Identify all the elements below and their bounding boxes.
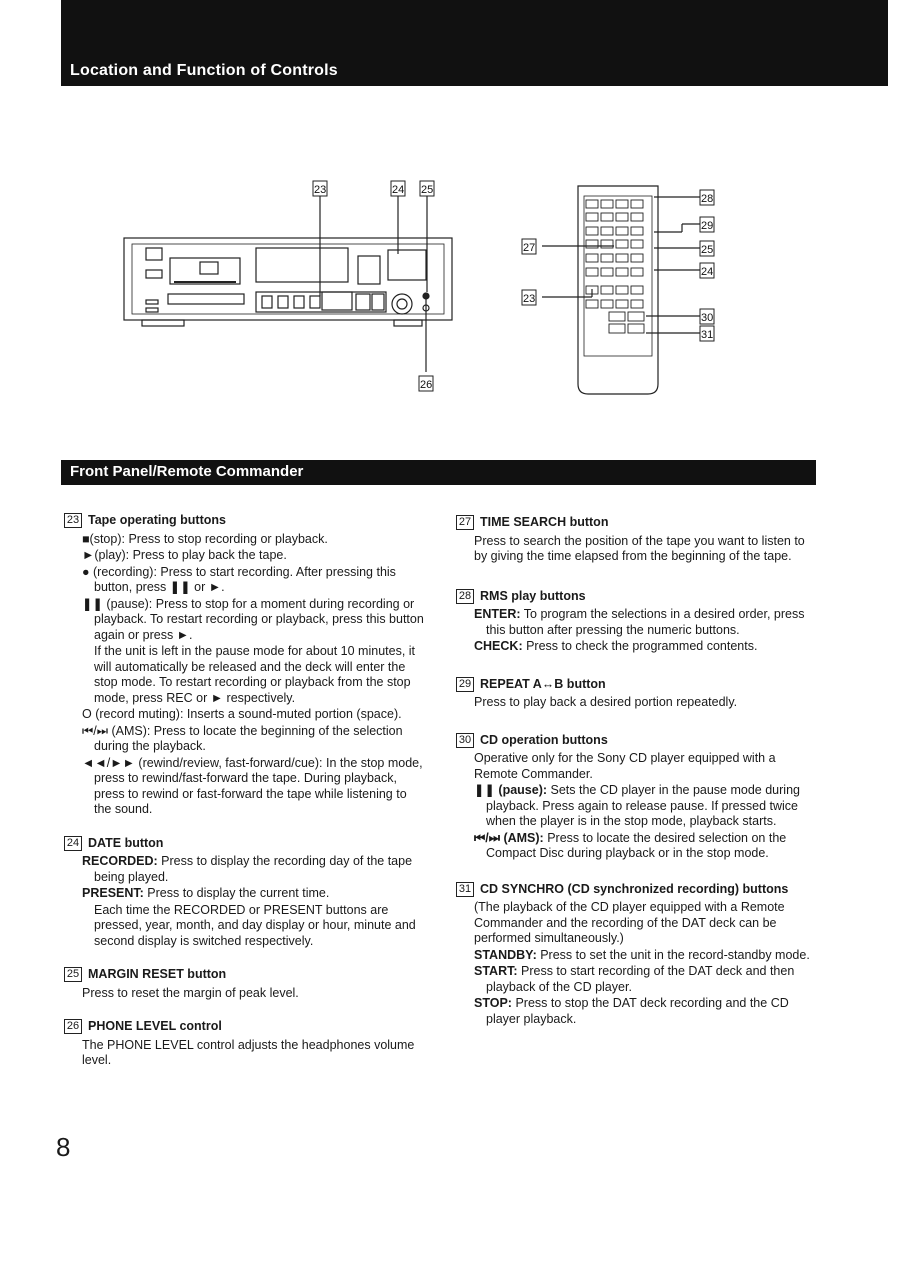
item-number: 26 [64,1019,82,1034]
item-line: ❚❚ (pause): Press to stop for a moment during recording or playback. To restart recording or playback, press this button again or press ►. [82,596,424,642]
remote-commander-illustration [542,186,700,394]
item-text: Press to stop the DAT deck recording and the CD player playback. [486,996,789,1026]
item-term: ⏮/⏭ (AMS): [474,830,544,845]
callout-30: 30 [701,312,714,324]
item-term: RECORDED: [82,854,158,868]
item-text: Press to display the current time. [143,886,330,900]
item-31 [456,882,821,1028]
item-23 [64,513,424,818]
item-line [474,996,821,1027]
item-line [474,751,821,782]
controls-diagram [0,0,919,440]
item-text: Press to locate the desired selection on the Compact Disc during playback or in the stop mode. [486,830,787,860]
item-line: ■(stop): Press to stop recording or playback. [82,531,328,546]
item-line [474,900,821,947]
callout-28: 28 [701,193,714,205]
item-term: CHECK: [474,639,523,653]
item-number: 27 [456,515,474,530]
item-term: START: [474,964,518,978]
callout-23-remote: 23 [523,293,536,305]
item-line [474,831,821,862]
item-term: PRESENT: [82,886,144,900]
item-number: 24 [64,836,82,851]
item-title: MARGIN RESET button [88,967,227,981]
item-term: ❚❚ (pause): [474,783,548,797]
dat-deck-illustration [124,196,452,372]
page-title: Location and Function of Controls [70,62,338,79]
callout-24: 24 [392,184,405,196]
item-number: 29 [456,677,474,692]
item-30 [456,733,821,862]
page-number: 8 [56,1132,71,1162]
item-title: REPEAT A↔B button [480,676,606,691]
callout-24-remote: 24 [701,266,714,278]
item-line: ⏮/⏭ (AMS): Press to locate the beginning of the selection during the playback. [82,723,403,753]
section-title: Front Panel/Remote Commander [70,463,304,480]
item-line [82,854,424,885]
item-line: The PHONE LEVEL control adjusts the headphones volume level. [82,1037,415,1067]
item-term: STANDBY: [474,947,537,962]
callout-29: 29 [701,220,714,232]
callout-27: 27 [523,242,536,254]
item-line: If the unit is left in the pause mode for about 10 minutes, it will automatically be released and the deck will enter the stop mode. To restart recording or playback from the stop mode, press REC or ► respectively. [94,644,416,705]
item-text: Press to check the programmed contents. [522,639,758,653]
item-line [94,903,424,950]
item-text: (The playback of the CD player equipped with a Remote Commander and the recording of the DAT deck can be performed simultaneously.) [474,900,785,945]
item-line: Press to search the position of the tape you want to listen to by giving the time elapsed from the beginning of the tape. [474,533,805,563]
item-text: Press to set the unit in the record-standby mode. [536,947,810,962]
item-title: Tape operating buttons [88,513,226,527]
item-title: CD operation buttons [480,732,608,747]
item-line: O (record muting): Inserts a sound-muted portion (space). [82,707,402,721]
item-line: ►(play): Press to play back the tape. [82,548,287,562]
item-number: 25 [64,967,82,982]
item-24 [64,836,424,950]
item-title: TIME SEARCH button [480,515,609,529]
item-title: DATE button [88,835,164,850]
item-number: 28 [456,589,474,604]
item-title: CD SYNCHRO (CD synchronized recording) buttons [480,881,789,896]
item-text: Each time the RECORDED or PRESENT buttons are pressed, year, month, and day display or hour, minute and second display is switched respectively. [94,902,416,948]
item-line: Press to play back a desired portion repeatedly. [474,695,738,709]
callout-25: 25 [421,184,434,196]
item-number: 30 [456,733,474,748]
callout-25-remote: 25 [701,244,714,256]
item-line: ◄◄/►► (rewind/review, fast-forward/cue): In the stop mode, press to rewind/fast-forward the tape. During playback, press to rewind or fast-forward the tape while listening to the sound. [82,755,423,816]
left-column [64,513,424,1087]
item-line: Press to reset the margin of peak level. [82,985,299,1000]
item-line [474,783,821,830]
item-title: PHONE LEVEL control [88,1019,222,1033]
item-line [474,607,821,638]
item-27 [456,515,821,565]
deck-callouts [313,181,434,391]
item-text: To program the selections in a desired order, press this button after pressing the numeric buttons. [486,607,805,637]
item-title: RMS play buttons [480,588,586,603]
right-column [456,515,821,1045]
item-29 [456,677,821,711]
item-text: Press to start recording of the DAT deck and then playback of the CD player. [486,964,795,994]
callout-23: 23 [314,184,327,196]
item-line [474,948,821,964]
item-line: ● (recording): Press to start recording. After pressing this button, press ❚❚ or ►. [82,564,396,594]
item-text: Sets the CD player in the pause mode during playback. Press again to release pause. If pressed twice when the player is in the stop mode, playback starts. [486,783,800,828]
item-line [474,964,821,995]
item-28 [456,589,821,655]
item-text: Operative only for the Sony CD player equipped with a Remote Commander. [474,751,776,781]
item-line [82,886,424,902]
item-25 [64,967,424,1001]
item-text: Press to display the recording day of the tape being played. [94,854,413,884]
item-term: ENTER: [474,607,521,621]
item-number: 31 [456,882,474,897]
callout-31: 31 [701,329,714,341]
item-number: 23 [64,513,82,528]
item-line [474,639,821,655]
item-26 [64,1019,424,1069]
item-term: STOP: [474,996,512,1010]
callout-26: 26 [420,379,433,391]
